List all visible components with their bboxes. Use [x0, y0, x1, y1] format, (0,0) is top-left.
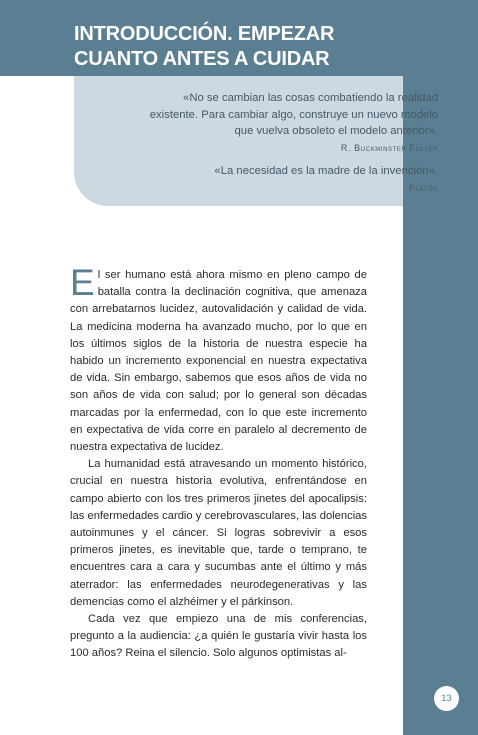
body-text — [70, 262, 367, 663]
paragraph — [70, 262, 367, 456]
epigraph-quote — [148, 90, 438, 156]
paragraph: La humanidad está atravesando un momento histórico, crucial en nuestra historia evolutiva, enfrentándose en campo abierto con los tres primeros jinetes del apocalipsis: las enfermedades cardio y cerebrovasculares, las dolencias autoinmunes y el cáncer. Si logras sobrevivir a esos primeros jinetes, es inevitable que, tarde o temprano, te encuentres cara a cara y sucumbas ante el último y más aterrador: las enfermedades neurodegenerativas y las demencias como el alzhéimer y el párkinson. — [70, 458, 367, 608]
epigraph-text: «No se cambian las cosas combatiendo la realidad existente. Para cambiar algo, construye un nuevo modelo que vuelva obsoleto el modelo anterior». — [149, 92, 438, 137]
epigraph-author: Platón — [408, 182, 438, 193]
epigraph-quote — [148, 163, 438, 196]
chapter-title: INTRODUCCIÓN. EMPEZAR CUANTO ANTES A CUIDAR — [74, 23, 335, 70]
epigraph-author: R. Buckminster Fuller — [340, 142, 438, 153]
drop-cap: E — [70, 262, 95, 303]
paragraph: Cada vez que empiezo una de mis conferencias, pregunto a la audiencia: ¿a quién le gustaría vivir hasta los 100 años? Reina el silencio. Solo algunos optimistas al- — [70, 613, 367, 660]
paragraph-text: l ser humano está ahora mismo en pleno campo de batalla contra la declinación cognitiva, que amenaza con arrebatarnos lucidez, autovalidación y calidad de vida. La medicina moderna ha avanzado mucho, por lo que en los últimos siglos de la historia de nuestra especie ha habido un incremento exponencial en nuestra expectativa de vida. Sin embargo, sabemos que esos años de vida no son años de vida con salud; por lo general son décadas marcadas por la enfermedad, con lo que este incremento en expectativa de vida corre en paralelo al decremento de nuestra expectativa de lucidez. — [70, 269, 367, 454]
epigraph-text: «La necesidad es la madre de la invención». — [214, 165, 438, 177]
page-number: 13 — [434, 686, 459, 711]
